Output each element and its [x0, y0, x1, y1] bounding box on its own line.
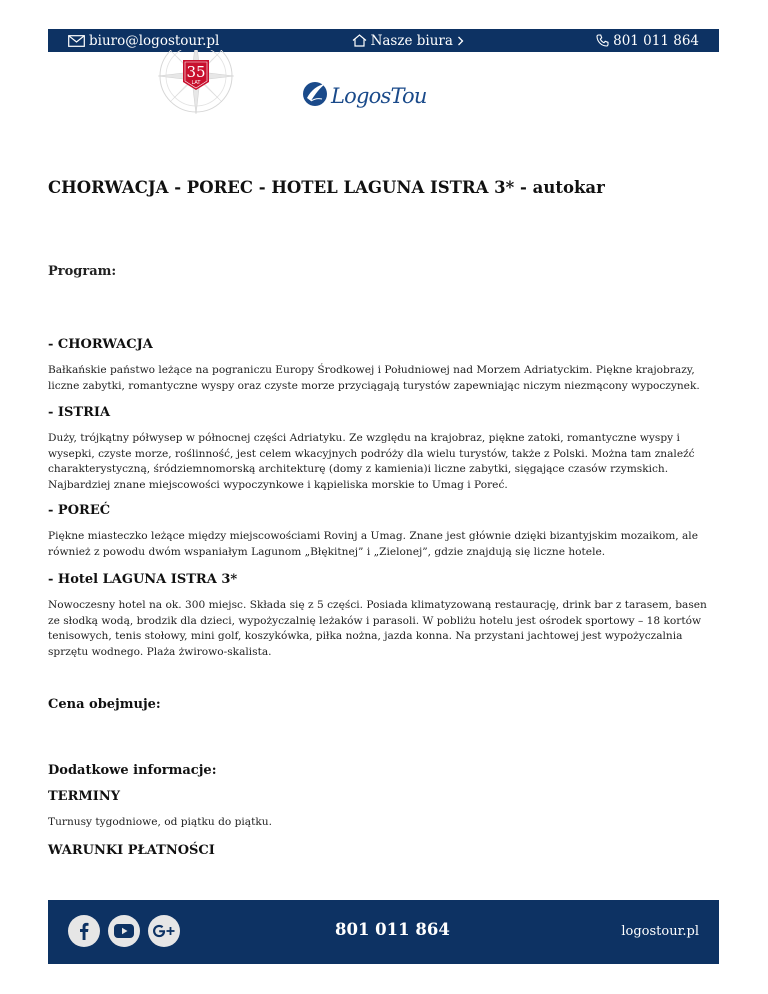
- home-icon: [352, 34, 367, 47]
- section-text-porec: Piękne miasteczko leżące między miejscowościami Rovinj a Umag. Znane jest głównie dzięki bizantyjskim mozaikom, ale również z powodu dwóm wspaniałym Lagunom „Błękitnej” i „Zielonej”, gdzie znajdują się liczne hotele.: [48, 530, 698, 558]
- section-heading-porec: - POREĆ: [48, 503, 111, 518]
- offices-link[interactable]: [352, 33, 464, 49]
- chevron-right-icon: [457, 36, 464, 46]
- footer-bar: [48, 900, 719, 964]
- envelope-icon: [68, 35, 85, 47]
- youtube-icon: [114, 924, 134, 938]
- phone-link[interactable]: [596, 33, 699, 49]
- section-text-hotel: Nowoczesny hotel na ok. 300 miejsc. Składa się z 5 części. Posiada klimatyzowaną restaurację, drink bar z tarasem, basen ze słodką wodą, brodzik dla dzieci, wypożyczalnię leżaków i parasoli. W pobliżu hotelu jest ośrodek sportowy – 18 kortów tenisowych, tenis stołowy, mini golf, koszykówka, piłka nożna, jazda konna. Na przystani jachtowej jest wypożyczalnia sprzętu wodnego. Plaża żwirowo-skalista.: [48, 599, 707, 658]
- svg-text:LAT: LAT: [191, 80, 201, 86]
- terms-text: Turnusy tygodniowe, od piątku do piątku.: [48, 816, 272, 828]
- footer-phone[interactable]: 801 011 864: [335, 920, 450, 939]
- logos-tour-logo: [302, 74, 426, 114]
- email-link[interactable]: [68, 33, 219, 49]
- footer-website-link[interactable]: logostour.pl: [621, 924, 699, 939]
- offices-text: Nasze biura: [370, 32, 453, 49]
- phone-icon: [596, 34, 609, 47]
- social-links: [68, 915, 180, 947]
- program-heading: Program:: [48, 264, 117, 279]
- section-heading-istria: - ISTRIA: [48, 405, 111, 420]
- youtube-button[interactable]: [108, 915, 140, 947]
- google-plus-icon: [152, 924, 176, 938]
- payment-heading: WARUNKI PŁATNOŚCI: [48, 843, 215, 858]
- terms-heading: TERMINY: [48, 789, 121, 804]
- top-contact-bar: [48, 29, 719, 52]
- svg-text:LogosTour: LogosTour: [331, 84, 426, 108]
- section-heading-chorwacja: - CHORWACJA: [48, 337, 153, 352]
- anniversary-badge: [152, 50, 240, 116]
- additional-info-heading: Dodatkowe informacje:: [48, 763, 217, 778]
- svg-text:35: 35: [186, 63, 206, 81]
- email-text: biuro@logostour.pl: [89, 32, 220, 49]
- section-heading-hotel: - Hotel LAGUNA ISTRA 3*: [48, 572, 238, 587]
- google-plus-button[interactable]: [148, 915, 180, 947]
- section-text-chorwacja: Bałkańskie państwo leżące na pograniczu Europy Środkowej i Południowej nad Morzem Adriatyckim. Piękne krajobrazy, liczne zabytki, romantyczne wyspy oraz czyste morze przyciągają turystów zapewniając niczym niezmącony wypoczynek.: [48, 364, 700, 392]
- facebook-icon: [79, 922, 89, 940]
- logo-icon: [302, 74, 426, 114]
- phone-text: 801 011 864: [613, 32, 699, 49]
- page-title: CHORWACJA - POREC - HOTEL LAGUNA ISTRA 3* - autokar: [48, 178, 605, 197]
- section-text-istria: Duży, trójkątny półwysep w północnej części Adriatyku. Ze względu na krajobraz, piękne zatoki, romantyczne wyspy i wysepki, czyste morze, roślinność, jest celem wkacyjnych podróży dla wielu turystów, także z Polski. Można tam znaleźć charakterystyczną, śródziemnomorską architekturę (domy z kamienia)i liczne zabytki, sięgające czasów rzymskich. Najbardziej znane miejscowości wypoczynkowe i kąpieliska morskie to Umag i Poreć.: [48, 432, 695, 491]
- price-heading: Cena obejmuje:: [48, 697, 161, 712]
- compass-rose-icon: [152, 50, 240, 116]
- facebook-button[interactable]: [68, 915, 100, 947]
